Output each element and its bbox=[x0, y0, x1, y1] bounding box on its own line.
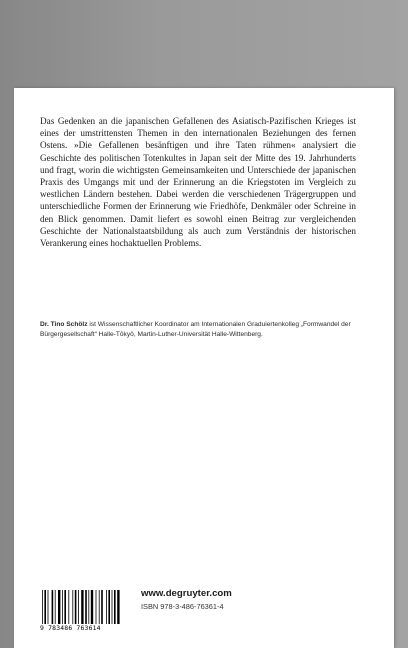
barcode-bar bbox=[114, 590, 116, 626]
barcode-bar bbox=[42, 590, 43, 626]
barcode-bar bbox=[72, 590, 73, 626]
author-name: Dr. Tino Schölz bbox=[40, 321, 88, 328]
barcode-bar bbox=[64, 590, 66, 626]
barcode-bar bbox=[106, 590, 107, 626]
book-back-cover bbox=[14, 88, 394, 648]
barcode-bar bbox=[78, 590, 79, 626]
publisher-website-link[interactable]: www.degruyter.com bbox=[141, 588, 232, 599]
barcode-bar bbox=[96, 590, 97, 626]
barcode-number: 9 783486 763614 bbox=[40, 624, 124, 632]
barcode-bar bbox=[44, 590, 46, 626]
barcode-bars-icon bbox=[40, 590, 124, 626]
barcode-bar bbox=[55, 590, 56, 626]
isbn-label: ISBN 978-3-486-76361-4 bbox=[141, 602, 224, 611]
barcode-bar bbox=[117, 590, 119, 626]
barcode bbox=[40, 590, 124, 634]
barcode-bar bbox=[108, 590, 110, 626]
barcode-bar bbox=[91, 590, 93, 626]
blurb-text: Das Gedenken an die japanischen Gefallenen des Asiatisch-Pazifischen Krieges ist eines der umstrittensten Themen in den internationalen Beziehungen des fernen Ostens. »Die Gefallenen besänftigen und ihre Taten rühmen« analysiert die Geschichte des politischen Totenkultes in Japan seit der Mitte des 19. Jahrhunderts und fragt, worin die wichtigsten Gemeinsamkeiten und Unterschiede der japanischen Praxis des Umgangs mit und der Erinnerung an die Kriegstoten im Vergleich zu westlichen Ländern bestehen. Dabei werden die verschiedenen Trägergruppen und unterschiedliche Formen der Erinnerung wie Friedhöfe, Denkmäler oder Schreine in den Blick genommen. Damit liefert es sowohl einen Beitrag zur vergleichenden Geschichte der Nationalstaatsbildung als auch zum Verständnis der historischen Verankerung eines hochaktuellen Problems. bbox=[40, 116, 356, 249]
barcode-bar bbox=[62, 590, 63, 626]
author-bio-text: ist Wissenschaftlicher Koordinator am Internationalen Graduiertenkolleg „Formwandel der Bürgergesellschaft“ Halle-Tôkyô, Martin-Luther-Universität Halle-Wittenberg. bbox=[40, 321, 351, 338]
barcode-bar bbox=[75, 590, 77, 626]
barcode-bar bbox=[88, 590, 89, 626]
barcode-bar bbox=[58, 590, 60, 626]
barcode-bar bbox=[99, 590, 100, 626]
barcode-bar bbox=[101, 590, 103, 626]
barcode-bar bbox=[112, 590, 113, 626]
barcode-bar bbox=[52, 590, 54, 626]
author-bio bbox=[40, 320, 358, 339]
barcode-bar bbox=[85, 590, 87, 626]
barcode-bar bbox=[68, 590, 69, 626]
barcode-bar bbox=[81, 590, 83, 626]
barcode-bar bbox=[48, 590, 49, 626]
